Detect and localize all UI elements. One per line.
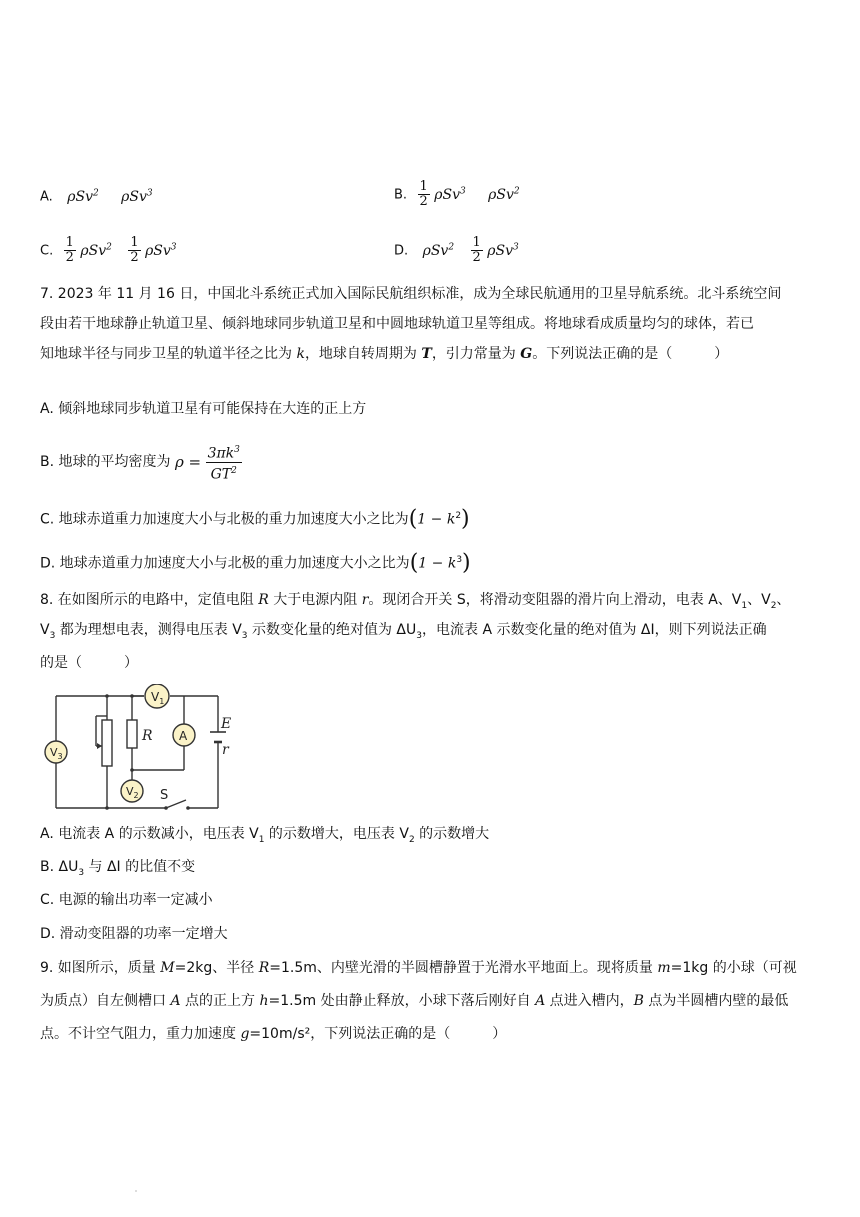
expr: ρSv	[121, 188, 147, 205]
q7-option-c: C. 地球赤道重力加速度大小与北极的重力加速度大小之比为$(1 - k^2)$	[40, 506, 470, 532]
label-E: E	[221, 716, 232, 732]
option-label: A.	[40, 189, 53, 205]
q6-option-d	[394, 236, 519, 265]
var-r: r	[361, 592, 369, 608]
voltmeter-v3-icon	[45, 741, 67, 763]
exp: 3	[459, 185, 466, 196]
q8-option-b	[40, 857, 195, 883]
text: 点进入槽内，	[545, 993, 634, 1009]
var-R: R	[258, 592, 269, 608]
q8-line-3: 的是（ ）	[40, 655, 138, 671]
sub: 1	[741, 600, 748, 611]
text: ，引力常量为	[431, 346, 521, 362]
fraction: $\frac{1}{2}$	[130, 235, 139, 265]
sub: 3	[416, 630, 422, 641]
text: D. 地球赤道重力加速度大小与北极的重力加速度大小之比为	[40, 555, 410, 572]
svg-text:V1: $V_1$	[151, 690, 165, 706]
voltmeter-v1-icon	[145, 684, 169, 708]
q6-option-c	[40, 236, 177, 265]
text: 与 ΔI 的比值不变	[84, 859, 196, 875]
text: 9. 如图所示，质量	[40, 960, 161, 976]
text: 点为半圆槽内壁的最低	[643, 993, 789, 1009]
resistor-icon	[127, 720, 137, 748]
exp: 2	[455, 511, 462, 521]
text: B. 地球的平均密度为	[40, 454, 171, 471]
q7-line-3	[40, 344, 728, 364]
text: 示数变化量的绝对值为 ΔU	[247, 622, 417, 638]
svg-text:V2: $V_2$	[126, 785, 139, 800]
option-label: C.	[40, 243, 54, 259]
text: =1kg 的小球（可视	[670, 960, 797, 976]
svg-text:A: A	[179, 729, 188, 743]
exp: 3	[456, 555, 463, 565]
circuit-diagram	[40, 684, 250, 814]
exp: 2	[106, 241, 112, 252]
text: =10m/s²，下列说法正确的是（ ）	[249, 1026, 507, 1042]
expr: ρSv	[80, 242, 107, 259]
exp: 3	[513, 241, 519, 252]
text: =1.5m、内壁光滑的半圆槽静置于光滑水平地面上。现将质量	[269, 960, 658, 976]
sub: 2	[770, 600, 777, 611]
q6-option-a	[40, 188, 153, 205]
q7-option-a: A. 倾斜地球同步轨道卫星有可能保持在大连的正上方	[40, 401, 367, 417]
text: A. 电流表 A 的示数减小，电压表 V	[40, 826, 259, 842]
text: 为质点）自左侧槽口	[40, 993, 171, 1009]
expr: 1 − k	[417, 511, 456, 528]
expr: ρSv	[487, 242, 513, 259]
text: 。下列说法正确的是（ ）	[532, 346, 729, 362]
fraction: $\frac{1}{2}$	[419, 179, 428, 209]
expr: 1 − k	[418, 555, 457, 572]
exp: 2	[448, 241, 455, 252]
fraction: $\frac{1}{2}$	[65, 235, 74, 265]
q8-line-1	[40, 590, 790, 616]
rho-lhs: ρ =	[174, 453, 202, 472]
var-A: A	[535, 993, 546, 1009]
sub: 2	[408, 834, 415, 845]
text: 点的正上方	[180, 993, 260, 1009]
exp: 2	[513, 185, 520, 196]
var-M: M	[160, 960, 175, 976]
text: ，地球自转周期为	[304, 346, 422, 362]
expr: ρSv	[488, 186, 514, 203]
var-A: A	[170, 993, 181, 1009]
text: 的示数增大	[414, 826, 490, 842]
fraction: $\frac{1}{2}$	[472, 235, 481, 265]
var-T: T	[421, 346, 432, 362]
text: B. ΔU	[40, 859, 79, 875]
q7-line-1: 7. 2023 年 11 月 16 日，中国北斗系统正式加入国际民航组织标准，成为全球民航通用的卫星导航系统。北斗系统空间	[40, 286, 782, 302]
sub: 3	[241, 630, 248, 641]
expr: ρSv	[434, 186, 460, 203]
text: 8. 在如图所示的电路中，定值电阻	[40, 592, 259, 608]
q8-option-a	[40, 824, 489, 850]
label-R: R	[142, 728, 153, 744]
expr: ρSv	[145, 242, 171, 259]
svg-text:V3: $V_3$	[50, 746, 63, 761]
sub: 3	[49, 630, 56, 641]
text: 、V	[747, 592, 771, 608]
text: 。现闭合开关 S，将滑动变阻器的滑片向上滑动，电表 A、V	[368, 592, 742, 608]
expr: ρSv	[67, 188, 93, 205]
text: 点。不计空气阻力，重力加速度	[40, 1026, 241, 1042]
density-fraction: $\frac{3\pi k^3}{GT^2}$	[206, 442, 242, 482]
text: 、	[776, 592, 791, 608]
text: ，电流表 A 示数变化量的绝对值为 ΔI，则下列说法正确	[422, 622, 767, 638]
q7-line-2: 段由若干地球静止轨道卫星、倾斜地球同步轨道卫星和中圆地球轨道卫星等组成。将地球看成质量均匀的球体，若已	[40, 316, 754, 332]
var-R: R	[258, 960, 270, 976]
var-G: G	[520, 346, 533, 362]
var-g: g	[240, 1026, 250, 1042]
voltmeter-v2-icon	[121, 780, 143, 802]
label-S: S	[160, 788, 169, 803]
sub: 3	[78, 867, 85, 878]
q7-option-d: D. 地球赤道重力加速度大小与北极的重力加速度大小之比为$(1 - k^3)$	[40, 550, 471, 576]
page-artifact	[135, 1190, 137, 1192]
q9-line-2	[40, 991, 788, 1011]
text: C. 地球赤道重力加速度大小与北极的重力加速度大小之比为	[40, 511, 409, 528]
expr: ρSv	[422, 242, 449, 259]
q6-option-b	[394, 180, 520, 209]
text: 的示数增大，电压表 V	[264, 826, 409, 842]
option-label: B.	[394, 187, 408, 203]
label-r: r	[222, 742, 229, 758]
rheostat-icon	[102, 720, 112, 766]
q9-line-1	[40, 958, 797, 978]
option-label: D.	[394, 243, 409, 259]
exp: 2	[92, 188, 99, 198]
text: 大于电源内阻	[268, 592, 362, 608]
var-B: B	[633, 993, 644, 1009]
var-m: m	[657, 960, 671, 976]
q9-line-3	[40, 1024, 506, 1044]
sub: 1	[258, 834, 265, 845]
text: =1.5m 处由静止释放，小球下落后刚好自	[268, 993, 536, 1009]
q7-option-b	[40, 442, 242, 482]
text: 知地球半径与同步卫星的轨道半径之比为	[40, 346, 297, 362]
var-h: h	[259, 993, 269, 1009]
text: =2kg、半径	[174, 960, 259, 976]
text: V	[40, 622, 50, 638]
text: 都为理想电表，测得电压表 V	[55, 622, 242, 638]
var-k: k	[296, 346, 305, 362]
q8-option-d: D. 滑动变阻器的功率一定增大	[40, 926, 228, 942]
ammeter-a-icon	[173, 724, 195, 746]
q8-line-2	[40, 620, 767, 646]
q8-option-c: C. 电源的输出功率一定减小	[40, 892, 213, 908]
exp: 3	[170, 241, 177, 252]
exp: 3	[146, 188, 153, 198]
